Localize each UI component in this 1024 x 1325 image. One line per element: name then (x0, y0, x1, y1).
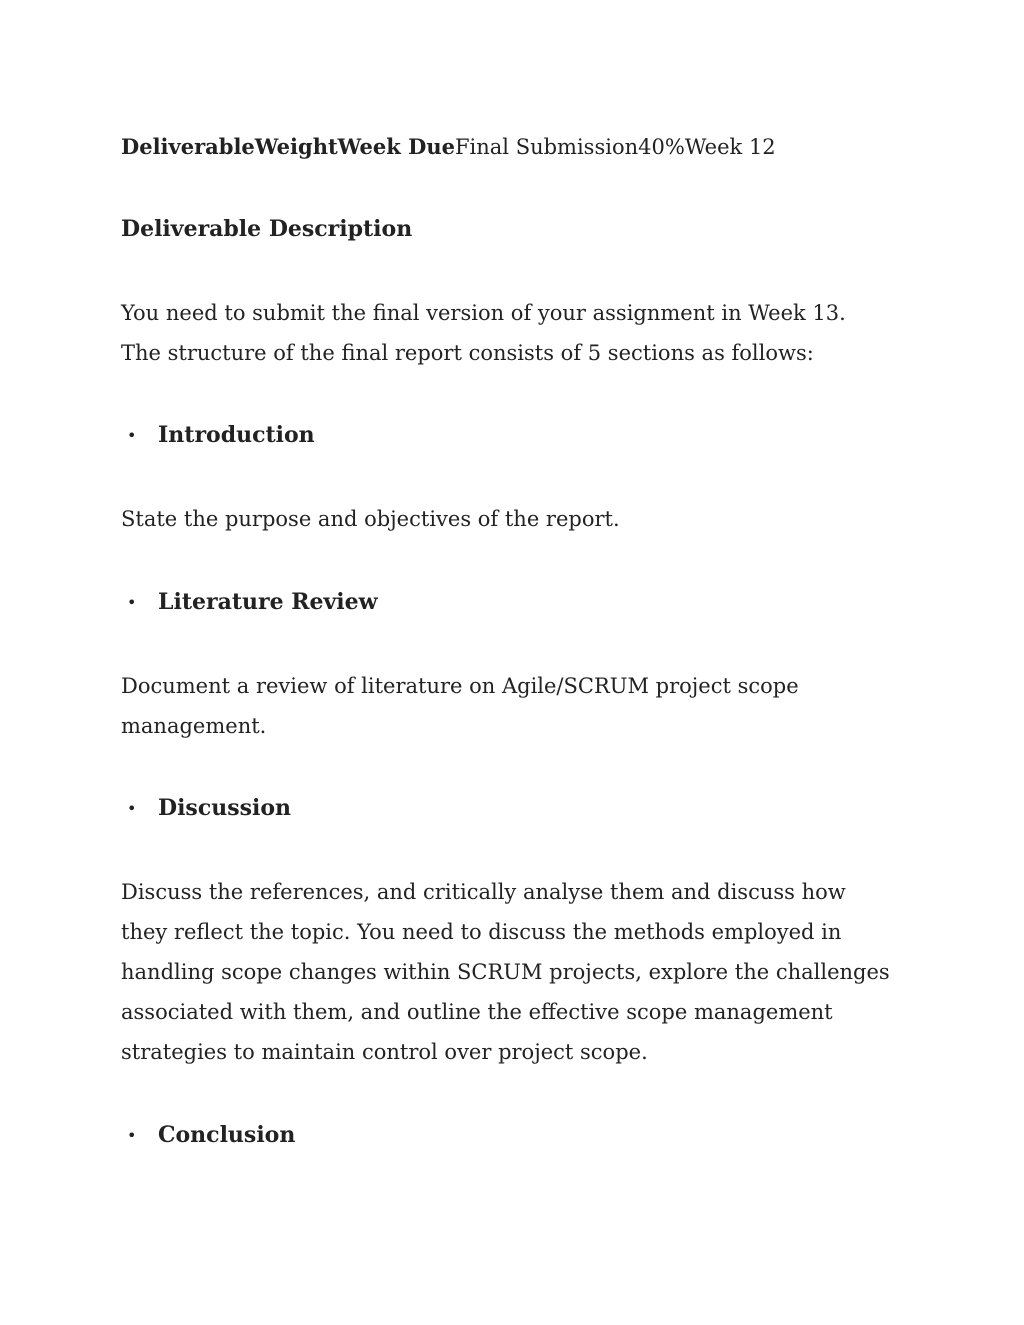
table-cell-weight: 40% (638, 135, 685, 159)
literature-review-text-line-2: management. (121, 714, 267, 738)
introduction-text-line-1: State the purpose and objectives of the report. (121, 507, 620, 531)
discussion-text-line-2: they reflect the topic. You need to discuss the methods employed in (121, 920, 842, 944)
discussion-text-line-4: associated with them, and outline the effective scope management (121, 1000, 833, 1024)
table-header-weight: Weight (254, 134, 338, 159)
table-header-week-due: Week Due (337, 134, 455, 159)
bullet-discussion: • (127, 799, 137, 818)
bullet-conclusion: • (127, 1126, 137, 1145)
heading-discussion: Discussion (158, 795, 292, 821)
literature-review-text-line-1: Document a review of literature on Agile/SCRUM project scope (121, 674, 799, 698)
heading-conclusion: Conclusion (158, 1122, 296, 1148)
heading-introduction: Introduction (158, 422, 315, 448)
discussion-text-line-3: handling scope changes within SCRUM projects, explore the challenges (121, 960, 890, 984)
discussion-text-line-1: Discuss the references, and critically analyse them and discuss how (121, 880, 846, 904)
intro-line-1: You need to submit the final version of your assignment in Week 13. (121, 301, 846, 325)
table-cell-week: Week 12 (684, 135, 776, 159)
heading-literature-review: Literature Review (158, 589, 378, 615)
deliverable-table-row (121, 127, 776, 167)
intro-line-2: The structure of the final report consists of 5 sections as follows: (121, 341, 814, 365)
bullet-introduction: • (127, 426, 137, 445)
bullet-literature-review: • (127, 593, 137, 612)
discussion-text-line-5: strategies to maintain control over project scope. (121, 1040, 648, 1064)
table-header-deliverable: Deliverable (121, 134, 255, 159)
table-cell-deliverable: Final Submission (454, 135, 639, 159)
section-title: Deliverable Description (121, 216, 413, 242)
